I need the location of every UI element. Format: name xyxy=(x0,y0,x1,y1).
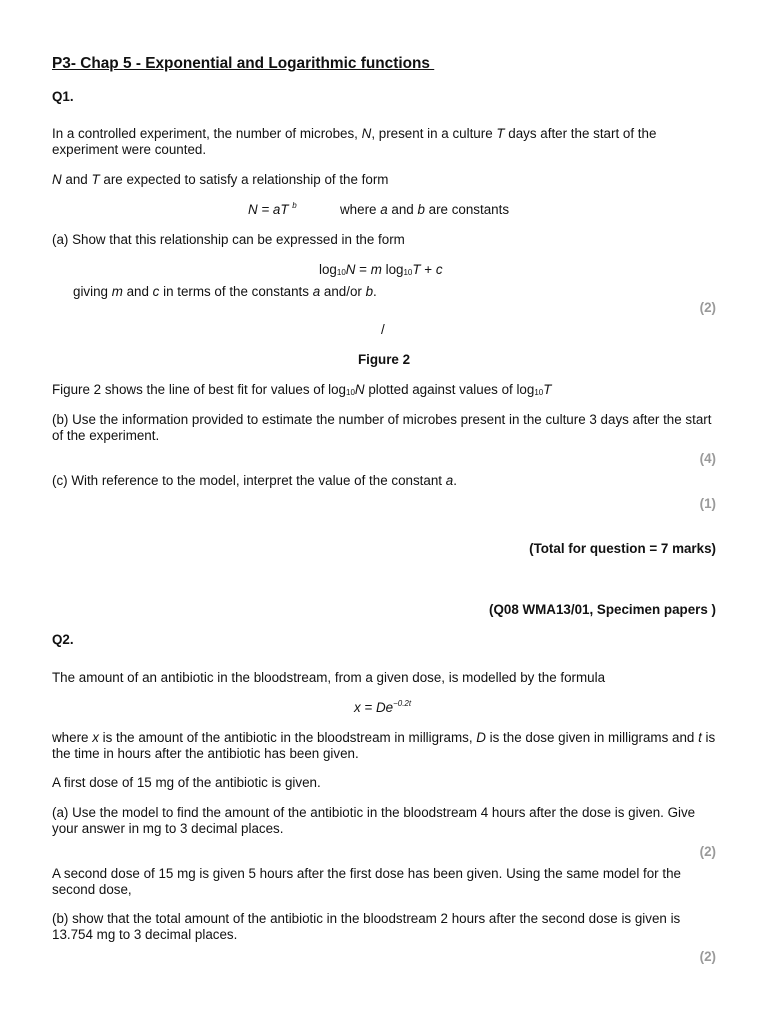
q1-source-reference: (Q08 WMA13/01, Specimen papers ) xyxy=(489,602,716,617)
q1-equation-constants-note: where a and b are constants xyxy=(340,202,510,217)
q2-part-a: (a) Use the model to find the amount of the antibiotic in the bloodstream 4 hours after the dose is given. Give your answer in mg to 3 decimal places. xyxy=(52,805,696,836)
figure-label: Figure 2 xyxy=(357,352,411,367)
q1-part-c: (c) With reference to the model, interpret the value of the constant a. xyxy=(52,473,457,488)
q1-part-a: (a) Show that this relationship can be expressed in the form xyxy=(52,232,405,247)
q2-marks-b: (2) xyxy=(699,949,716,964)
q1-part-b: (b) Use the information provided to estimate the number of microbes present in the culture 3 days after the start of the experiment. xyxy=(52,412,712,443)
q1-relationship-text: N and T are expected to satisfy a relationship of the form xyxy=(52,172,389,187)
q2-marks-a: (2) xyxy=(699,844,716,859)
q2-intro: The amount of an antibiotic in the bloodstream, from a given dose, is modelled by the formula xyxy=(52,670,606,685)
q1-marks-a: (2) xyxy=(699,300,716,315)
figure-placeholder-slash: / xyxy=(381,322,385,337)
q1-figure-description: Figure 2 shows the line of best fit for values of $\log_{10}N$ plotted against values of $\log_{10}T$ xyxy=(52,382,552,397)
q2-equation: $x = De^{-0.2t}$ xyxy=(354,699,412,715)
q1-marks-c: (1) xyxy=(699,496,716,511)
q1-total-marks: (Total for question = 7 marks) xyxy=(529,541,716,556)
q1-marks-b: (4) xyxy=(699,451,716,466)
q1-equation-log: $\log_{10}N = m$ $\log_{10}T + c$ xyxy=(319,262,443,277)
q2-first-dose: A first dose of 15 mg of the antibiotic is given. xyxy=(52,775,321,790)
q2-part-b: (b) show that the total amount of the antibiotic in the bloodstream 2 hours after the second dose is given is 13.754 mg to 3 decimal places. xyxy=(52,911,681,942)
q2-definitions: where x is the amount of the antibiotic in the bloodstream in milligrams, D is the dose given in milligrams and t is the time in hours after the antibiotic has been given. xyxy=(52,730,716,761)
q1-part-a-giving: giving m and c in terms of the constants a and/or b. xyxy=(73,284,377,299)
q1-intro: In a controlled experiment, the number of microbes, N, present in a culture T days after the start of the experiment were counted. xyxy=(52,126,657,157)
q2-second-dose: A second dose of 15 mg is given 5 hours after the first dose has been given. Using the same model for the second dose, xyxy=(52,866,681,897)
page-title: P3- Chap 5 - Exponential and Logarithmic functions xyxy=(52,55,435,72)
q2-heading: Q2. xyxy=(52,632,74,647)
q1-equation-power: N = aT $^b$ xyxy=(248,201,297,217)
q1-heading: Q1. xyxy=(52,89,74,104)
